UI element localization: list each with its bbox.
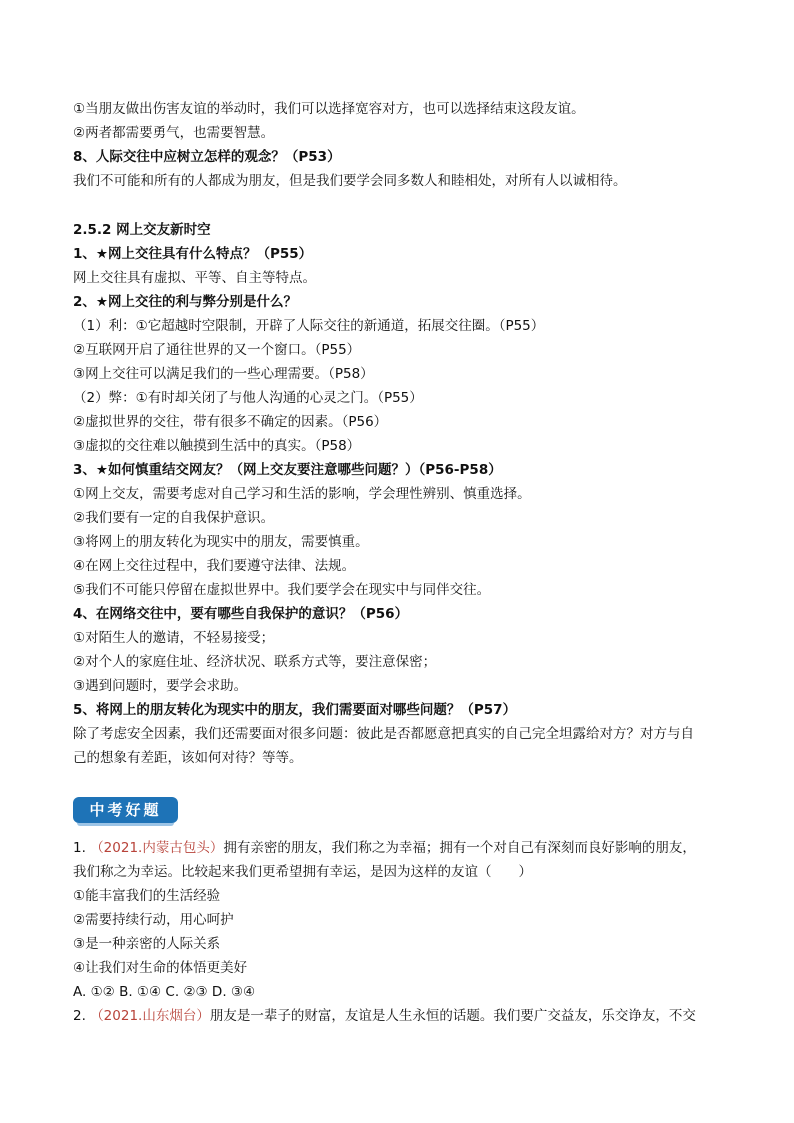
answer-line: ①网上交友，需要考虑对自己学习和生活的影响，学会理性辨别、慎重选择。 (73, 486, 531, 502)
answer-line: ②互联网开启了通往世界的又一个窗口。（P55） (73, 342, 361, 358)
question-heading: 8、人际交往中应树立怎样的观念？（P53） (73, 149, 341, 165)
question-number: 2. (73, 1008, 86, 1024)
option-line: ③是一种亲密的人际关系 (73, 936, 221, 952)
question-text: 朋友是一辈子的财富，友谊是人生永恒的话题。我们要广交益友，乐交诤友，不交 (209, 1008, 696, 1024)
section-title: 2.5.2 网上交友新时空 (73, 222, 211, 238)
answer-choices: A. ①② B. ①④ C. ②③ D. ③④ (73, 984, 256, 1000)
question-heading: 5、将网上的朋友转化为现实中的朋友，我们需要面对哪些问题？（P57） (73, 702, 517, 718)
answer-line: ④在网上交往过程中，我们要遵守法律、法规。 (73, 558, 356, 574)
question-heading: 1、★网上交往具有什么特点？（P55） (73, 246, 313, 262)
answer-line: 己的想象有差距，该如何对待？等等。 (73, 750, 303, 766)
question-heading: 3、★如何慎重结交网友？（网上交友要注意哪些问题？）（P56-P58） (73, 462, 502, 478)
exam-question-2 (73, 1004, 733, 1028)
answer-line: ③虚拟的交往难以触摸到生活中的真实。（P58） (73, 438, 361, 454)
text-line: ②两者都需要勇气，也需要智慧。 (73, 125, 275, 141)
answer-line: 我们不可能和所有的人都成为朋友，但是我们要学会同多数人和睦相处，对所有人以诚相待。 (73, 173, 627, 189)
question-number: 1. (73, 840, 86, 856)
question-source: （2021.内蒙古包头） (90, 840, 224, 856)
answer-line: 网上交往具有虚拟、平等、自主等特点。 (73, 270, 316, 286)
exam-section-badge: 中考好题 (73, 797, 178, 823)
option-line: ①能丰富我们的生活经验 (73, 888, 221, 904)
question-source: （2021.山东烟台） (90, 1008, 210, 1024)
question-heading: 4、在网络交往中，要有哪些自我保护的意识？（P56） (73, 606, 409, 622)
option-line: ②需要持续行动，用心呵护 (73, 912, 234, 928)
option-line: ④让我们对生命的体悟更美好 (73, 960, 248, 976)
answer-line: ②虚拟世界的交往，带有很多不确定的因素。（P56） (73, 414, 388, 430)
answer-line: ③网上交往可以满足我们的一些心理需要。（P58） (73, 366, 374, 382)
answer-line: ⑤我们不可能只停留在虚拟世界中。我们要学会在现实中与同伴交往。 (73, 582, 491, 598)
answer-line: ③将网上的朋友转化为现实中的朋友，需要慎重。 (73, 534, 369, 550)
answer-line: ①对陌生人的邀请，不轻易接受； (73, 630, 275, 646)
answer-line: ③遇到问题时，要学会求助。 (73, 678, 248, 694)
question-text: 拥有亲密的朋友，我们称之为幸福；拥有一个对自己有深刻而良好影响的朋友， (223, 840, 696, 856)
answer-line: ②对个人的家庭住址、经济状况、联系方式等，要注意保密； (73, 654, 437, 670)
text-line: ①当朋友做出伤害友谊的举动时，我们可以选择宽容对方，也可以选择结束这段友谊。 (73, 101, 585, 117)
exam-question-1 (73, 836, 733, 860)
question-text: 我们称之为幸运。比较起来我们更希望拥有幸运，是因为这样的友谊（ ） (73, 864, 532, 880)
answer-line: （1）利：①它超越时空限制，开辟了人际交往的新通道，拓展交往圈。（P55） (73, 318, 545, 334)
answer-line: 除了考虑安全因素，我们还需要面对很多问题：彼此是否都愿意把真实的自己完全坦露给对方？对方与自 (73, 726, 694, 742)
answer-line: ②我们要有一定的自我保护意识。 (73, 510, 275, 526)
answer-line: （2）弊：①有时却关闭了与他人沟通的心灵之门。（P55） (73, 390, 423, 406)
question-heading: 2、★网上交往的利与弊分别是什么？ (73, 294, 297, 310)
